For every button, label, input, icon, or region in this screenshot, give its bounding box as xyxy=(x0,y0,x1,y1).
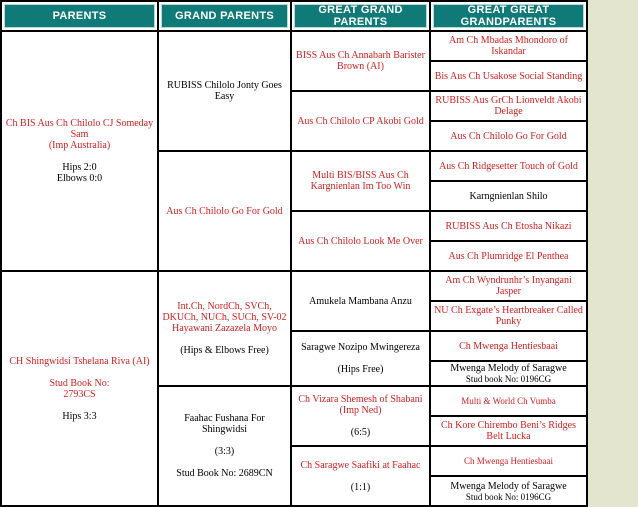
great-grandparent-cell xyxy=(292,447,429,505)
ggg-name: Aus Ch Ridgesetter Touch of Gold xyxy=(439,160,578,172)
ggg-name: Mwenga Melody of Saragwe xyxy=(450,480,567,492)
ggg-cell xyxy=(431,62,586,90)
granddam-maternal-cell xyxy=(159,387,290,505)
ggg-name: NU Ch Exgate’s Heartbreaker Called Punky xyxy=(434,305,583,327)
ggg-name: Multi & World Ch Vumba xyxy=(461,396,556,406)
grandsire-paternal-cell xyxy=(159,32,290,150)
header-parents xyxy=(2,2,157,30)
ggg-cell xyxy=(431,122,586,150)
grandparent-name: RUBISS Chilolo Jonty Goes Easy xyxy=(167,80,282,102)
ggg-cell xyxy=(431,242,586,270)
grandparent-stud: Stud Book No: 2689CN xyxy=(176,468,273,479)
great-grandparent-cell xyxy=(292,32,429,90)
great-grandparent-score: (1:1) xyxy=(350,481,371,493)
ggg-name: RUBISS Aus GrCh Lionveldt Akobi Delage xyxy=(435,95,582,117)
grandsire-maternal-cell xyxy=(159,272,290,385)
ggg-name: Aus Ch Plumridge El Penthea xyxy=(448,250,569,262)
ggg-cell xyxy=(431,92,586,120)
great-grandparent-cell xyxy=(292,152,429,210)
dam-name: CH Shingwidsi Tshelana Riva (AI) xyxy=(9,355,150,367)
great-grandparent-name: Multi BIS/BISS Aus Ch Kargnienlan Im Too Win xyxy=(310,170,411,192)
header-great-great-grandparents xyxy=(431,2,586,30)
sire-elbows: Elbows 0:0 xyxy=(56,173,103,184)
great-grandparent-cell xyxy=(292,92,429,150)
great-grandparent-name: Ch Saragwe Saafiki at Faahac xyxy=(300,459,421,471)
great-grandparent-name: Aus Ch Chilolo Look Me Over xyxy=(298,235,423,247)
ggg-name: Ch Mwenga Hentiesbaai xyxy=(459,340,558,352)
granddam-paternal-cell xyxy=(159,152,290,270)
ggg-name: Aus Ch Chilolo Go For Gold xyxy=(450,130,567,142)
ggg-name: Mwenga Melody of Saragwe xyxy=(450,363,567,374)
dam-stud-number: 2793CS xyxy=(63,388,96,400)
great-grandparent-name: BISS Aus Ch Annabarh Barister Brown (AI) xyxy=(296,50,425,72)
grandparent-score: (3:3) xyxy=(214,446,235,457)
great-grandparent-score: (6:5) xyxy=(350,427,371,438)
header-grand-parents-label: GRAND PARENTS xyxy=(174,10,275,22)
header-parents-label: PARENTS xyxy=(52,10,107,22)
great-grandparent-cell xyxy=(292,212,429,270)
sire-name: Ch BIS Aus Ch Chilolo CJ Someday Sam xyxy=(5,118,154,140)
ggg-cell xyxy=(431,362,586,385)
grandparent-name: Aus Ch Chilolo Go For Gold xyxy=(166,205,283,217)
header-great-grand-parents-label: GREAT GRAND PARENTS xyxy=(318,4,403,28)
great-grandparent-cell xyxy=(292,272,429,330)
great-grandparent-note: (Hips Free) xyxy=(337,364,384,375)
ggg-cell xyxy=(431,32,586,60)
ggg-cell xyxy=(431,152,586,180)
ggg-name: Am Ch Wyndrunhr’s Inyangani Jasper xyxy=(445,275,572,297)
ggg-stud: Stud book No: 0196CG xyxy=(465,491,552,502)
ggg-cell xyxy=(431,417,586,445)
grandparent-name: Faahac Fushana For Shingwidsi xyxy=(184,413,265,435)
great-grandparent-name: Aus Ch Chilolo CP Akobi Gold xyxy=(297,115,424,127)
great-grandparent-name: Ch Vizara Shemesh of Shabani (Imp Ned) xyxy=(298,394,423,416)
ggg-cell xyxy=(431,332,586,360)
header-grand-parents xyxy=(159,2,290,30)
grandparent-name: Int.Ch, NordCh, SVCh, DKUCh, NUCh, SUCh, SV-02 Hayawani Zazazela Moyo xyxy=(162,301,287,334)
ggg-cell xyxy=(431,272,586,300)
ggg-cell xyxy=(431,477,586,505)
grandparent-note: (Hips & Elbows Free) xyxy=(180,345,269,356)
ggg-name: Karngnienlan Shilo xyxy=(469,190,548,202)
ggg-stud: Stud book No: 0196CG xyxy=(465,374,552,384)
sire-hips: Hips 2:0 xyxy=(62,162,97,173)
ggg-cell xyxy=(431,212,586,240)
ggg-name: Ch Kore Chirembo Beni’s Ridges Belt Lucka xyxy=(441,420,576,442)
great-grandparent-name: Amukela Mambana Anzu xyxy=(309,295,412,307)
ggg-cell xyxy=(431,182,586,210)
dam-cell xyxy=(2,272,157,505)
great-grandparent-name: Saragwe Nozipo Mwingereza xyxy=(301,342,420,353)
great-grandparent-cell xyxy=(292,332,429,385)
header-great-grand-parents xyxy=(292,2,429,30)
ggg-cell xyxy=(431,447,586,475)
sire-origin: (Imp Australia) xyxy=(48,140,111,151)
dam-hips: Hips 3:3 xyxy=(62,410,97,422)
sire-cell xyxy=(2,32,157,270)
ggg-name: RUBISS Aus Ch Etosha Nikazi xyxy=(445,220,572,232)
ggg-cell xyxy=(431,302,586,330)
header-great-great-grandparents-label: GREAT GREAT GRANDPARENTS xyxy=(460,4,557,28)
ggg-name: Am Ch Mbadas Mhondoro of Iskandar xyxy=(449,35,568,57)
ggg-name: Bis Aus Ch Usakose Social Standing xyxy=(434,70,583,82)
ggg-cell xyxy=(431,387,586,415)
great-grandparent-cell xyxy=(292,387,429,445)
dam-stud-label: Stud Book No: xyxy=(49,377,110,389)
ggg-name: Ch Mwenga Hentiesbaai xyxy=(464,456,553,466)
